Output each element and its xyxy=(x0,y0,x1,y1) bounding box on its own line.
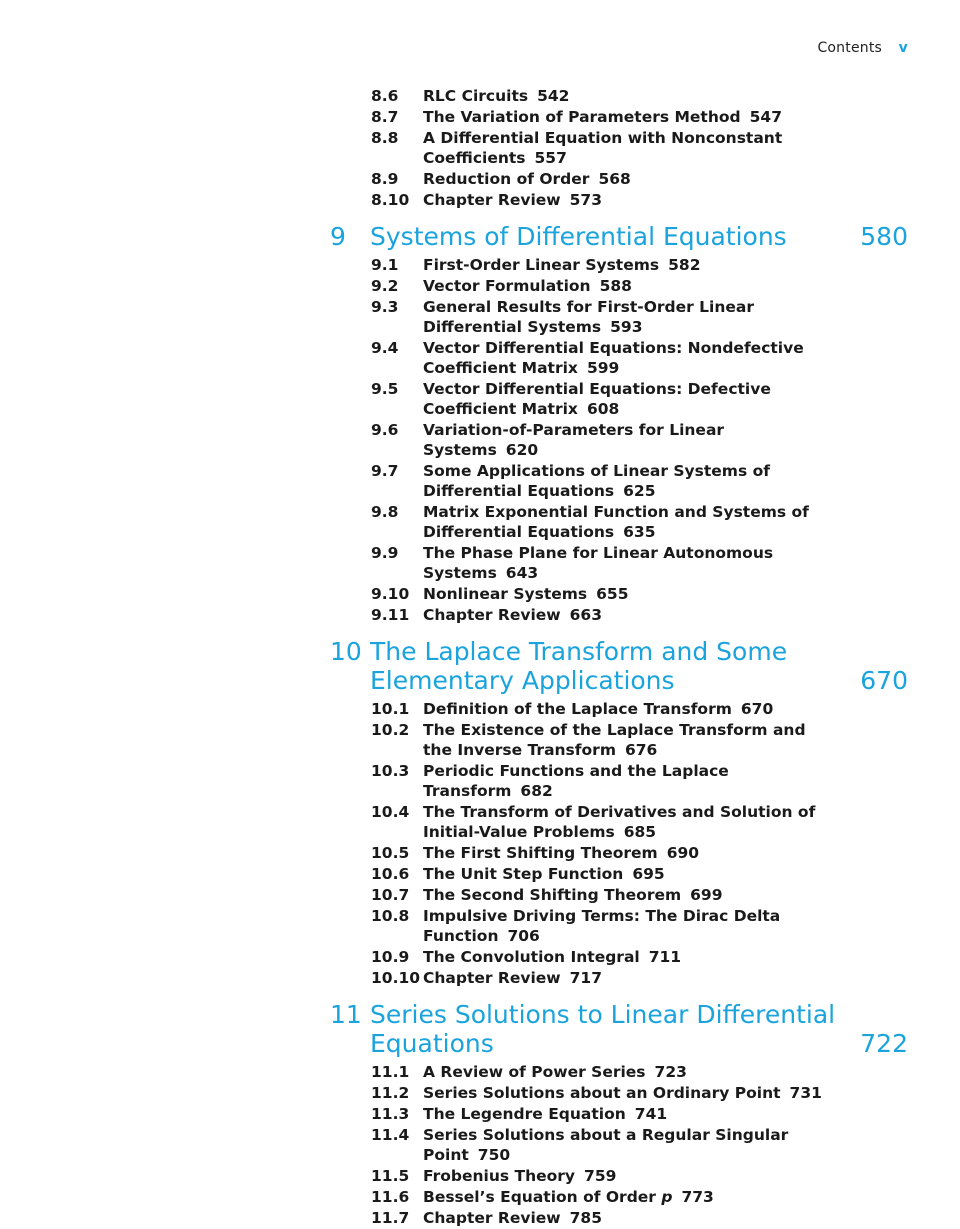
toc-section-entry[interactable] xyxy=(330,885,908,905)
section-title-text: Periodic Functions and the Laplace Transform xyxy=(423,762,729,800)
section-title xyxy=(423,297,833,337)
section-number: 10.10 xyxy=(371,969,421,987)
section-title-text: First-Order Linear Systems xyxy=(423,256,660,274)
toc-section-entry[interactable] xyxy=(330,276,908,296)
chapter-number: 10 xyxy=(330,637,362,666)
toc-section-entry[interactable] xyxy=(330,297,908,337)
section-title-text: Vector Differential Equations: Nondefective Coefficient Matrix xyxy=(423,339,804,377)
section-title xyxy=(423,379,833,419)
toc-section-entry[interactable] xyxy=(330,255,908,275)
section-title-text: Variation-of-Parameters for Linear Systems xyxy=(423,421,725,459)
section-page-number: 699 xyxy=(690,886,723,904)
toc-section-entry[interactable] xyxy=(330,843,908,863)
section-title-text: Vector Differential Equations: Defective Coefficient Matrix xyxy=(423,380,771,418)
toc-section-entry[interactable] xyxy=(330,1104,908,1124)
section-number: 9.2 xyxy=(371,277,399,295)
section-number: 11.2 xyxy=(371,1084,410,1102)
section-title-text: Chapter Review xyxy=(423,191,561,209)
section-title-text: The Second Shifting Theorem xyxy=(423,886,682,904)
toc-section-entry[interactable] xyxy=(330,761,908,801)
toc-section-entry[interactable] xyxy=(330,1166,908,1186)
section-number: 10.5 xyxy=(371,844,410,862)
section-title xyxy=(423,802,833,842)
table-of-contents xyxy=(330,86,908,1229)
section-title xyxy=(423,584,833,604)
section-title xyxy=(423,543,833,583)
section-title xyxy=(423,190,833,210)
section-number: 8.9 xyxy=(371,170,399,188)
toc-section-entry[interactable] xyxy=(330,107,908,127)
section-page-number: 750 xyxy=(477,1146,511,1164)
section-page-number: 690 xyxy=(666,844,700,862)
section-title xyxy=(423,169,833,189)
toc-section-entry[interactable] xyxy=(330,968,908,988)
toc-section-entry[interactable] xyxy=(330,169,908,189)
section-title-text: The Unit Step Function xyxy=(423,865,624,883)
section-title xyxy=(423,885,833,905)
section-page-number: 759 xyxy=(584,1167,617,1185)
section-title xyxy=(423,720,833,760)
section-title xyxy=(423,864,833,884)
section-page-number: 547 xyxy=(749,108,782,126)
section-page-number: 682 xyxy=(520,782,553,800)
toc-section-entry[interactable] xyxy=(330,502,908,542)
section-title xyxy=(423,86,833,106)
section-title xyxy=(423,843,833,863)
section-page-number: 695 xyxy=(632,865,665,883)
section-number: 9.9 xyxy=(371,544,399,562)
section-page-number: 670 xyxy=(740,700,774,718)
section-number: 11.5 xyxy=(371,1167,410,1185)
section-page-number: 588 xyxy=(599,277,632,295)
section-title-text: Definition of the Laplace Transform xyxy=(423,700,732,718)
section-page-number: 582 xyxy=(668,256,701,274)
section-title xyxy=(423,1104,833,1124)
toc-section-entry[interactable] xyxy=(330,699,908,719)
section-number: 10.3 xyxy=(371,762,410,780)
section-title xyxy=(423,128,833,168)
toc-section-entry[interactable] xyxy=(330,420,908,460)
section-title-text: RLC Circuits xyxy=(423,87,529,105)
chapter-title-line: Elementary Applications xyxy=(370,666,675,695)
section-page-number: 706 xyxy=(507,927,540,945)
section-title xyxy=(423,1208,833,1228)
section-page-number: 557 xyxy=(534,149,567,167)
section-title-text: Matrix Exponential Function and Systems of Differential Equations xyxy=(423,503,809,541)
chapter-title xyxy=(370,1000,848,1058)
section-number: 9.1 xyxy=(371,256,399,274)
chapter-title-line: Equations xyxy=(370,1029,494,1058)
section-title xyxy=(423,906,833,946)
section-page-number: 663 xyxy=(569,606,602,624)
section-title-text: Series Solutions about an Ordinary Point xyxy=(423,1084,781,1102)
toc-section-entry[interactable] xyxy=(330,86,908,106)
section-page-number: 685 xyxy=(623,823,657,841)
section-title xyxy=(423,605,833,625)
toc-section-entry[interactable] xyxy=(330,864,908,884)
section-title-text: Some Applications of Linear Systems of Differential Equations xyxy=(423,462,770,500)
section-number: 10.2 xyxy=(371,721,410,739)
section-number: 8.6 xyxy=(371,87,399,105)
section-title-text: The Transform of Derivatives and Solution of Initial-Value Problems xyxy=(423,803,816,841)
section-title xyxy=(423,461,833,501)
section-page-number: 723 xyxy=(654,1063,687,1081)
section-title-text: Series Solutions about a Regular Singular Point xyxy=(423,1126,789,1164)
section-title xyxy=(423,255,833,275)
toc-section-entry[interactable] xyxy=(330,947,908,967)
toc-section-entry[interactable] xyxy=(330,1187,908,1207)
section-title-text: Reduction of Order xyxy=(423,170,590,188)
section-title xyxy=(423,968,833,988)
section-number: 10.8 xyxy=(371,907,410,925)
section-title-text: Nonlinear Systems xyxy=(423,585,588,603)
page-folio: v xyxy=(898,40,908,56)
section-page-number: 608 xyxy=(586,400,620,418)
section-title xyxy=(423,1083,833,1103)
section-number: 9.7 xyxy=(371,462,399,480)
section-number: 11.3 xyxy=(371,1105,410,1123)
section-title-text: Frobenius Theory xyxy=(423,1167,576,1185)
section-number: 9.6 xyxy=(371,421,399,439)
section-page-number: 676 xyxy=(624,741,658,759)
section-title-text: Vector Formulation xyxy=(423,277,591,295)
section-title xyxy=(423,107,833,127)
toc-section-entry[interactable] xyxy=(330,1125,908,1165)
chapter-number: 11 xyxy=(330,1000,362,1029)
section-page-number: 599 xyxy=(586,359,620,377)
section-title-italic: p xyxy=(661,1188,673,1206)
section-page-number: 542 xyxy=(537,87,570,105)
section-title-text: A Review of Power Series xyxy=(423,1063,646,1081)
chapter-title-line: Systems of Differential Equations xyxy=(370,222,787,251)
section-title-text: Bessel’s Equation of Order xyxy=(423,1188,656,1206)
section-title-text: The Existence of the Laplace Transform and the Inverse Transform xyxy=(423,721,806,759)
section-number: 9.5 xyxy=(371,380,399,398)
section-title xyxy=(423,761,833,801)
section-title-text: Chapter Review xyxy=(423,1209,561,1227)
section-title xyxy=(423,1062,833,1082)
chapter-heading[interactable] xyxy=(330,637,908,695)
section-number: 10.9 xyxy=(371,948,410,966)
section-title-text: The First Shifting Theorem xyxy=(423,844,658,862)
section-title xyxy=(423,1166,833,1186)
section-title xyxy=(423,338,833,378)
toc-section-entry[interactable] xyxy=(330,1208,908,1228)
section-number: 10.4 xyxy=(371,803,410,821)
section-page-number: 711 xyxy=(648,948,682,966)
chapter-page-number: 722 xyxy=(860,1029,908,1058)
toc-section-entry[interactable] xyxy=(330,190,908,210)
section-page-number: 773 xyxy=(681,1188,714,1206)
section-title xyxy=(423,1125,833,1165)
section-number: 10.7 xyxy=(371,886,410,904)
section-number: 9.10 xyxy=(371,585,410,603)
section-title-text: The Legendre Equation xyxy=(423,1105,626,1123)
section-page-number: 635 xyxy=(623,523,656,541)
section-number: 11.6 xyxy=(371,1188,410,1206)
section-number: 9.11 xyxy=(371,606,410,624)
section-page-number: 741 xyxy=(634,1105,668,1123)
section-page-number: 643 xyxy=(505,564,539,582)
toc-section-entry[interactable] xyxy=(330,543,908,583)
section-title-text: The Variation of Parameters Method xyxy=(423,108,741,126)
section-number: 8.10 xyxy=(371,191,410,209)
toc-section-entry[interactable] xyxy=(330,338,908,378)
section-title-text: A Differential Equation with Nonconstant Coefficients xyxy=(423,129,783,167)
section-page-number: 731 xyxy=(789,1084,822,1102)
section-number: 10.6 xyxy=(371,865,410,883)
section-number: 9.4 xyxy=(371,339,399,357)
chapter-page-number: 670 xyxy=(860,666,908,695)
chapter-title xyxy=(370,222,848,251)
toc-section-entry[interactable] xyxy=(330,906,908,946)
section-title xyxy=(423,502,833,542)
section-title-text: General Results for First-Order Linear Differential Systems xyxy=(423,298,755,336)
toc-section-entry[interactable] xyxy=(330,1062,908,1082)
chapter-number: 9 xyxy=(330,222,346,251)
chapter-heading[interactable] xyxy=(330,222,908,251)
section-page-number: 568 xyxy=(598,170,631,188)
section-number: 8.8 xyxy=(371,129,399,147)
section-page-number: 573 xyxy=(569,191,602,209)
section-number: 9.8 xyxy=(371,503,399,521)
toc-section-entry[interactable] xyxy=(330,605,908,625)
section-page-number: 625 xyxy=(623,482,656,500)
section-title xyxy=(423,276,833,296)
toc-section-entry[interactable] xyxy=(330,461,908,501)
toc-section-entry[interactable] xyxy=(330,802,908,842)
section-page-number: 593 xyxy=(610,318,643,336)
section-title-text: The Phase Plane for Linear Autonomous Systems xyxy=(423,544,774,582)
toc-section-entry[interactable] xyxy=(330,1083,908,1103)
section-title-text: Chapter Review xyxy=(423,969,561,987)
section-number: 9.3 xyxy=(371,298,399,316)
section-page-number: 717 xyxy=(569,969,602,987)
section-page-number: 785 xyxy=(569,1209,602,1227)
section-number: 10.1 xyxy=(371,700,410,718)
chapter-title-line: Series Solutions to Linear Differential xyxy=(370,1000,836,1029)
section-page-number: 655 xyxy=(596,585,629,603)
section-title-text: The Convolution Integral xyxy=(423,948,640,966)
running-head xyxy=(817,40,908,56)
section-title xyxy=(423,699,833,719)
chapter-title xyxy=(370,637,848,695)
section-title xyxy=(423,947,833,967)
toc-section-entry[interactable] xyxy=(330,128,908,168)
section-page-number: 620 xyxy=(505,441,539,459)
section-title xyxy=(423,420,833,460)
section-number: 11.7 xyxy=(371,1209,410,1227)
toc-section-entry[interactable] xyxy=(330,584,908,604)
chapter-heading[interactable] xyxy=(330,1000,908,1058)
running-head-label: Contents xyxy=(817,40,883,56)
chapter-page-number: 580 xyxy=(860,222,908,251)
section-number: 11.1 xyxy=(371,1063,410,1081)
section-title-text: Impulsive Driving Terms: The Dirac Delta Function xyxy=(423,907,781,945)
section-number: 11.4 xyxy=(371,1126,410,1144)
section-title xyxy=(423,1187,833,1207)
toc-section-entry[interactable] xyxy=(330,720,908,760)
toc-section-entry[interactable] xyxy=(330,379,908,419)
chapter-title-line: The Laplace Transform and Some xyxy=(370,637,788,666)
section-title-text: Chapter Review xyxy=(423,606,561,624)
section-number: 8.7 xyxy=(371,108,399,126)
